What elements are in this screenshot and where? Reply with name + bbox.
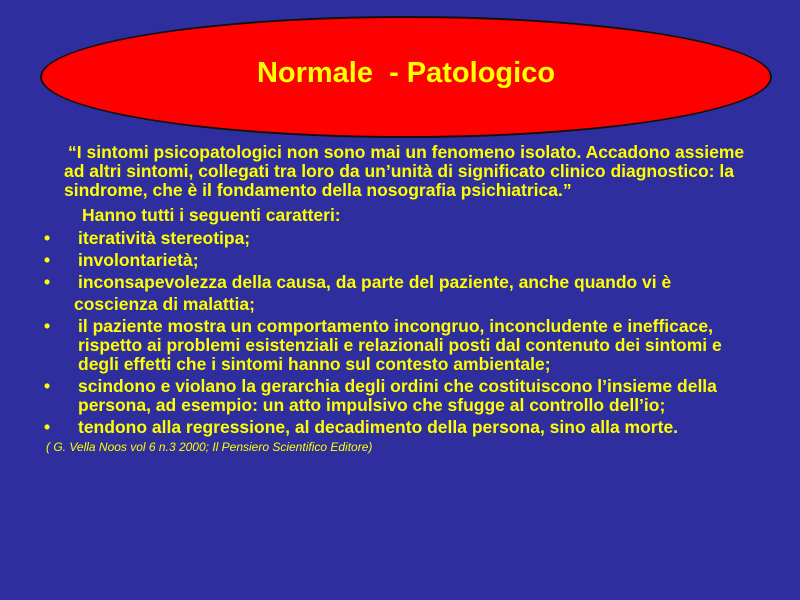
intro-line: Hanno tutti i seguenti caratteri: bbox=[82, 205, 341, 225]
bullet-text: scindono e violano la gerarchia degli ordini che costituiscono l’insieme della persona, ad esempio: un atto impulsivo che sfugge al controllo dell’io; bbox=[78, 376, 717, 415]
bullet-text: inconsapevolezza della causa, da parte del paziente, anche quando vi è bbox=[78, 272, 672, 292]
bullet-marker: • bbox=[44, 228, 51, 248]
bullet-text: il paziente mostra un comportamento incongruo, inconcludente e inefficace, rispetto ai problemi esistenziali e relazionali posti dal contenuto dei sintomi e degli effetti che i sintomi hanno sul contesto ambientale; bbox=[78, 316, 722, 374]
bullet-item bbox=[0, 317, 758, 374]
bullet-item bbox=[0, 251, 758, 270]
bullet-text: involontarietà; bbox=[78, 250, 199, 270]
bullet-marker: • bbox=[44, 272, 51, 292]
bullet-item bbox=[0, 418, 758, 437]
citation: ( G. Vella Noos vol 6 n.3 2000; Il Pensiero Scientifico Editore) bbox=[46, 440, 373, 454]
bullet-continuation: coscienza di malattia; bbox=[74, 294, 255, 314]
bullet-marker: • bbox=[44, 250, 51, 270]
slide-title: Normale - Patologico bbox=[256, 57, 556, 89]
bullet-text: iteratività stereotipa; bbox=[78, 228, 251, 248]
bullet-item bbox=[0, 229, 758, 248]
bullet-marker: • bbox=[44, 376, 51, 396]
quote-paragraph: “I sintomi psicopatologici non sono mai un fenomeno isolato. Accadono assieme ad altri sintomi, collegati tra loro da un’unità di significato clinico diagnostico: la sindrome, che è il fondamento della nosografia psichiatrica.” bbox=[64, 142, 745, 200]
bullet-marker: • bbox=[44, 417, 51, 437]
bullet-text: tendono alla regressione, al decadimento della persona, sino alla morte. bbox=[78, 417, 679, 437]
slide-body bbox=[0, 143, 800, 455]
bullet-item bbox=[0, 377, 758, 415]
bullet-item bbox=[0, 273, 758, 292]
bullet-marker: • bbox=[44, 316, 51, 336]
